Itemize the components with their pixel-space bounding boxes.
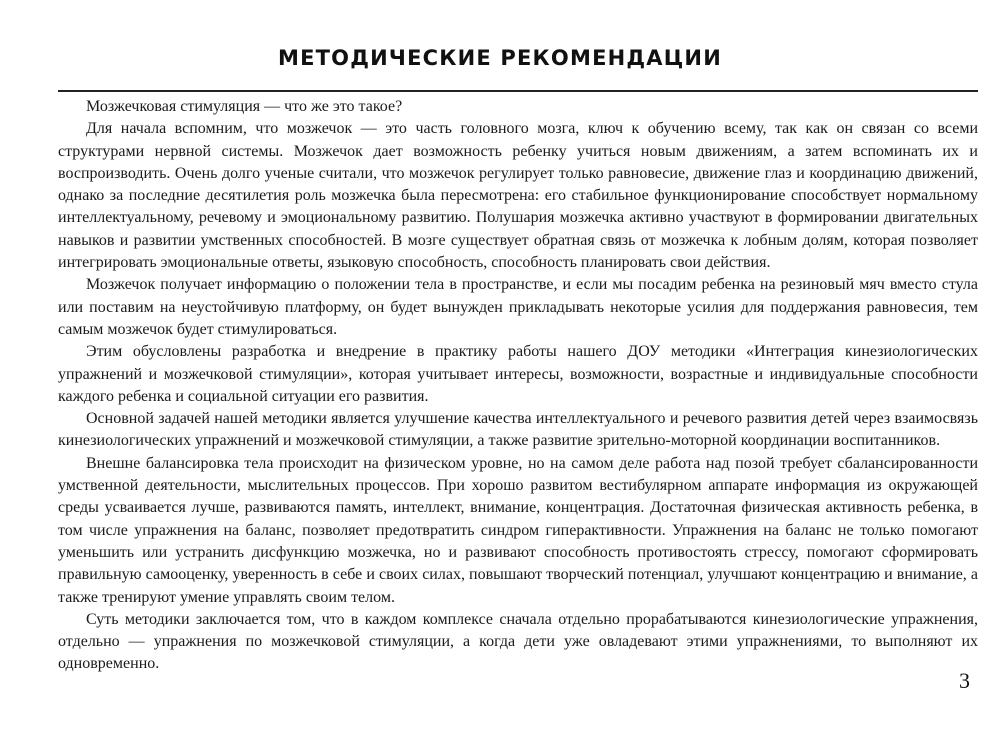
page-number: 3 bbox=[959, 668, 970, 693]
paragraph-balance: Внешне балансировка тела происходит на физическом уровне, но на самом деле работа над позой требует сбалансированности умственной деятельности, мыслительных процессов. При хорошо развитом вестибулярном аппарате информация из окружающей среды усваивается лучше, развиваются память, интеллект, внимание, концентрация. Достаточная физическая активность ребенка, в том числе упражнения на баланс, позволяет предотвратить синдром гиперактивности. Упражнения на баланс не только помогают уменьшить или устранить дисфункцию мозжечка, но и развивают способность противостоять стрессу, помогают сформировать правильную самооценку, уверенность в себе и своих силах, повышают творческий потенциал, улучшают концентрацию и внимание, а также тренируют умение управлять своим телом. bbox=[58, 454, 978, 606]
paragraph-cerebellum-definition: Для начала вспомним, что мозжечок — это часть головного мозга, ключ к обучению всему, так как он связан со всеми структурами нервной системы. Мозжечок дает возможность ребенку учиться новым движениям, а затем вспоминать их и воспроизводить. Очень долго ученые считали, что мозжечок регулирует только равновесие, движение глаз и координацию движений, однако за последние десятилетия роль мозжечка была пересмотрена: его стабильное функционирование способствует нормальному интеллектуальному, речевому и эмоциональному развитию. Полушария мозжечка активно участвуют в формировании двигательных навыков и развитии умственных способностей. В мозге существует обратная связь от мозжечка к лобным долям, которая позволяет интегрировать эмоциональные ответы, языковую способность, способность планировать свои действия. bbox=[58, 120, 978, 272]
paragraph-methodology: Этим обусловлены разработка и внедрение в практику работы нашего ДОУ методики «Интеграция кинезиологических упражнений и мозжечковой стимуляции», которая учитывает интересы, возможности, возрастные и индивидуальные способности каждого ребенка и социальной ситуации его развития. bbox=[58, 343, 978, 405]
title-divider bbox=[58, 90, 978, 92]
paragraph-main-goal: Основной задачей нашей методики является улучшение качества интеллектуального и речевого развития детей через взаимосвязь кинезиологических упражнений и мозжечковой стимуляции, а также развитие зрительно-моторной координации воспитанников. bbox=[58, 410, 978, 450]
page-title: МЕТОДИЧЕСКИЕ РЕКОМЕНДАЦИИ bbox=[278, 46, 722, 70]
paragraph-method-essence: Суть методики заключается том, что в каждом комплексе сначала отдельно прорабатываются кинезиологические упражнения, отдельно — упражнения по мозжечковой стимуляции, а когда дети уже овладевают этими упражнениями, то выполняют их одновременно. bbox=[58, 610, 978, 673]
body-text bbox=[58, 96, 978, 676]
paragraph-intro-question: Мозжечковая стимуляция — что же это такое? bbox=[86, 98, 403, 115]
paragraph-body-position: Мозжечок получает информацию о положении тела в пространстве, и если мы посадим ребенка на резиновый мяч вместо стула или поставим на неустойчивую платформу, он будет вынужден прикладывать некоторые усилия для поддержания равновесия, тем самым мозжечок будет стимулироваться. bbox=[58, 276, 978, 338]
